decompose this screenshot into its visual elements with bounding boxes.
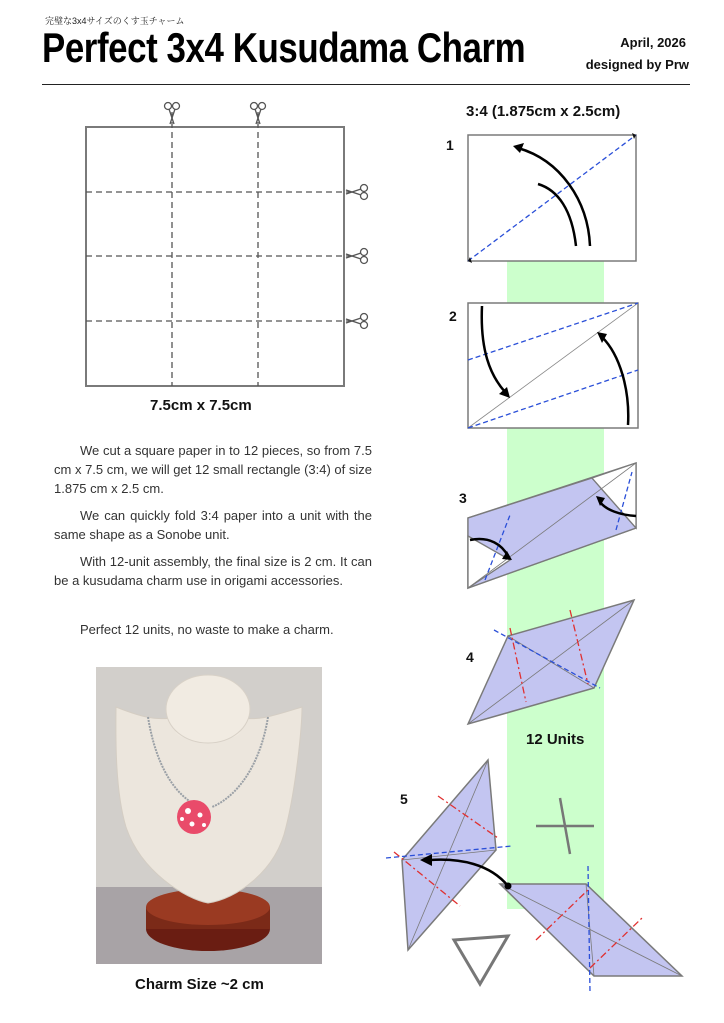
charm-photo — [96, 667, 322, 964]
units-count-label: 12 Units — [526, 731, 585, 748]
necklace-bust-illustration — [96, 667, 322, 964]
description-paragraph: We cut a square paper in to 12 pieces, so from 7.5 cm x 7.5 cm, we will get 12 small rectangle (3:4) of size 1.875 cm x 2.5 cm. — [54, 443, 372, 496]
step-number-4: 4 — [466, 649, 474, 665]
step-number-2: 2 — [449, 308, 457, 324]
page-title: Perfect 3x4 Kusudama Charm — [42, 24, 526, 71]
photo-caption: Charm Size ~2 cm — [135, 976, 264, 993]
cut-square-diagram — [86, 103, 368, 387]
step-number-3: 3 — [459, 490, 467, 506]
subtitle-japanese: 完璧な3x4サイズのくす玉チャーム — [45, 16, 185, 26]
description-paragraph: We can quickly fold 3:4 paper into a unit with the same shape as a Sonobe unit. — [54, 508, 372, 542]
step-number-5: 5 — [400, 791, 408, 807]
paper-size-label: 7.5cm x 7.5cm — [150, 397, 252, 414]
date-text: April, 2026 — [620, 35, 686, 50]
designer-credit: designed by Prw — [585, 57, 689, 72]
paper-square — [86, 127, 344, 386]
fold-step-2 — [468, 303, 638, 428]
description-paragraph: Perfect 12 units, no waste to make a charm. — [80, 622, 334, 637]
unit-ratio-label: 3:4 (1.875cm x 2.5cm) — [466, 103, 621, 120]
fold-step-1 — [468, 133, 636, 263]
step-number-1: 1 — [446, 137, 454, 153]
description-paragraph: With 12-unit assembly, the final size is 2 cm. It can be a kusudama charm use in origami accessories. — [54, 554, 372, 588]
